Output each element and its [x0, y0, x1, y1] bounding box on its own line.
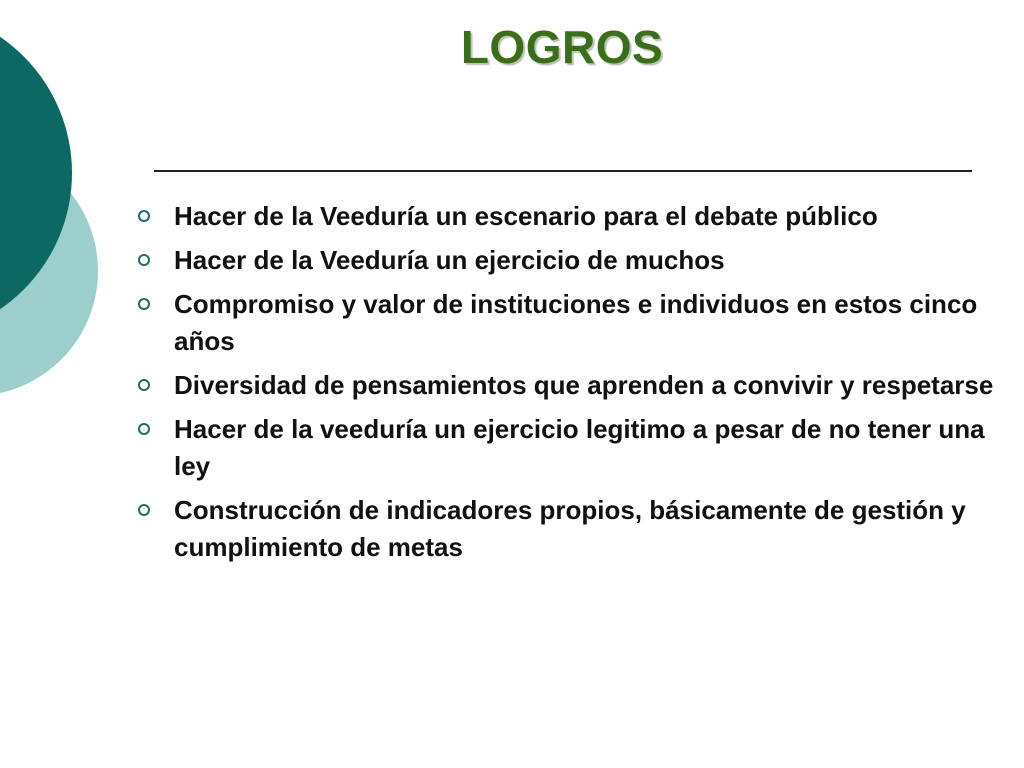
bullet-item: [136, 367, 996, 404]
hollow-circle-icon: [138, 254, 150, 266]
slide-title: LOGROS: [460, 21, 664, 73]
bullet-item: [136, 411, 996, 485]
bullet-text: Construcción de indicadores propios, básicamente de gestión y cumplimiento de metas: [174, 495, 966, 562]
bullet-text: Hacer de la Veeduría un escenario para el debate público: [174, 201, 878, 231]
bullet-item: [136, 242, 996, 279]
bullet-text: Diversidad de pensamientos que aprenden a convivir y respetarse: [174, 370, 994, 400]
hollow-circle-icon: [138, 504, 150, 516]
bullet-text: Hacer de la Veeduría un ejercicio de muchos: [174, 245, 725, 275]
hollow-circle-icon: [138, 210, 150, 222]
bullet-text: Compromiso y valor de instituciones e individuos en estos cinco años: [174, 289, 978, 356]
hollow-circle-icon: [138, 423, 150, 435]
hollow-circle-icon: [138, 379, 150, 391]
bullet-item: [136, 198, 996, 235]
bullet-list: [136, 198, 996, 573]
title-divider: [154, 170, 972, 172]
hollow-circle-icon: [138, 298, 150, 310]
bullet-item: [136, 492, 996, 566]
bullet-item: [136, 286, 996, 360]
bullet-text: Hacer de la veeduría un ejercicio legitimo a pesar de no tener una ley: [174, 414, 985, 481]
